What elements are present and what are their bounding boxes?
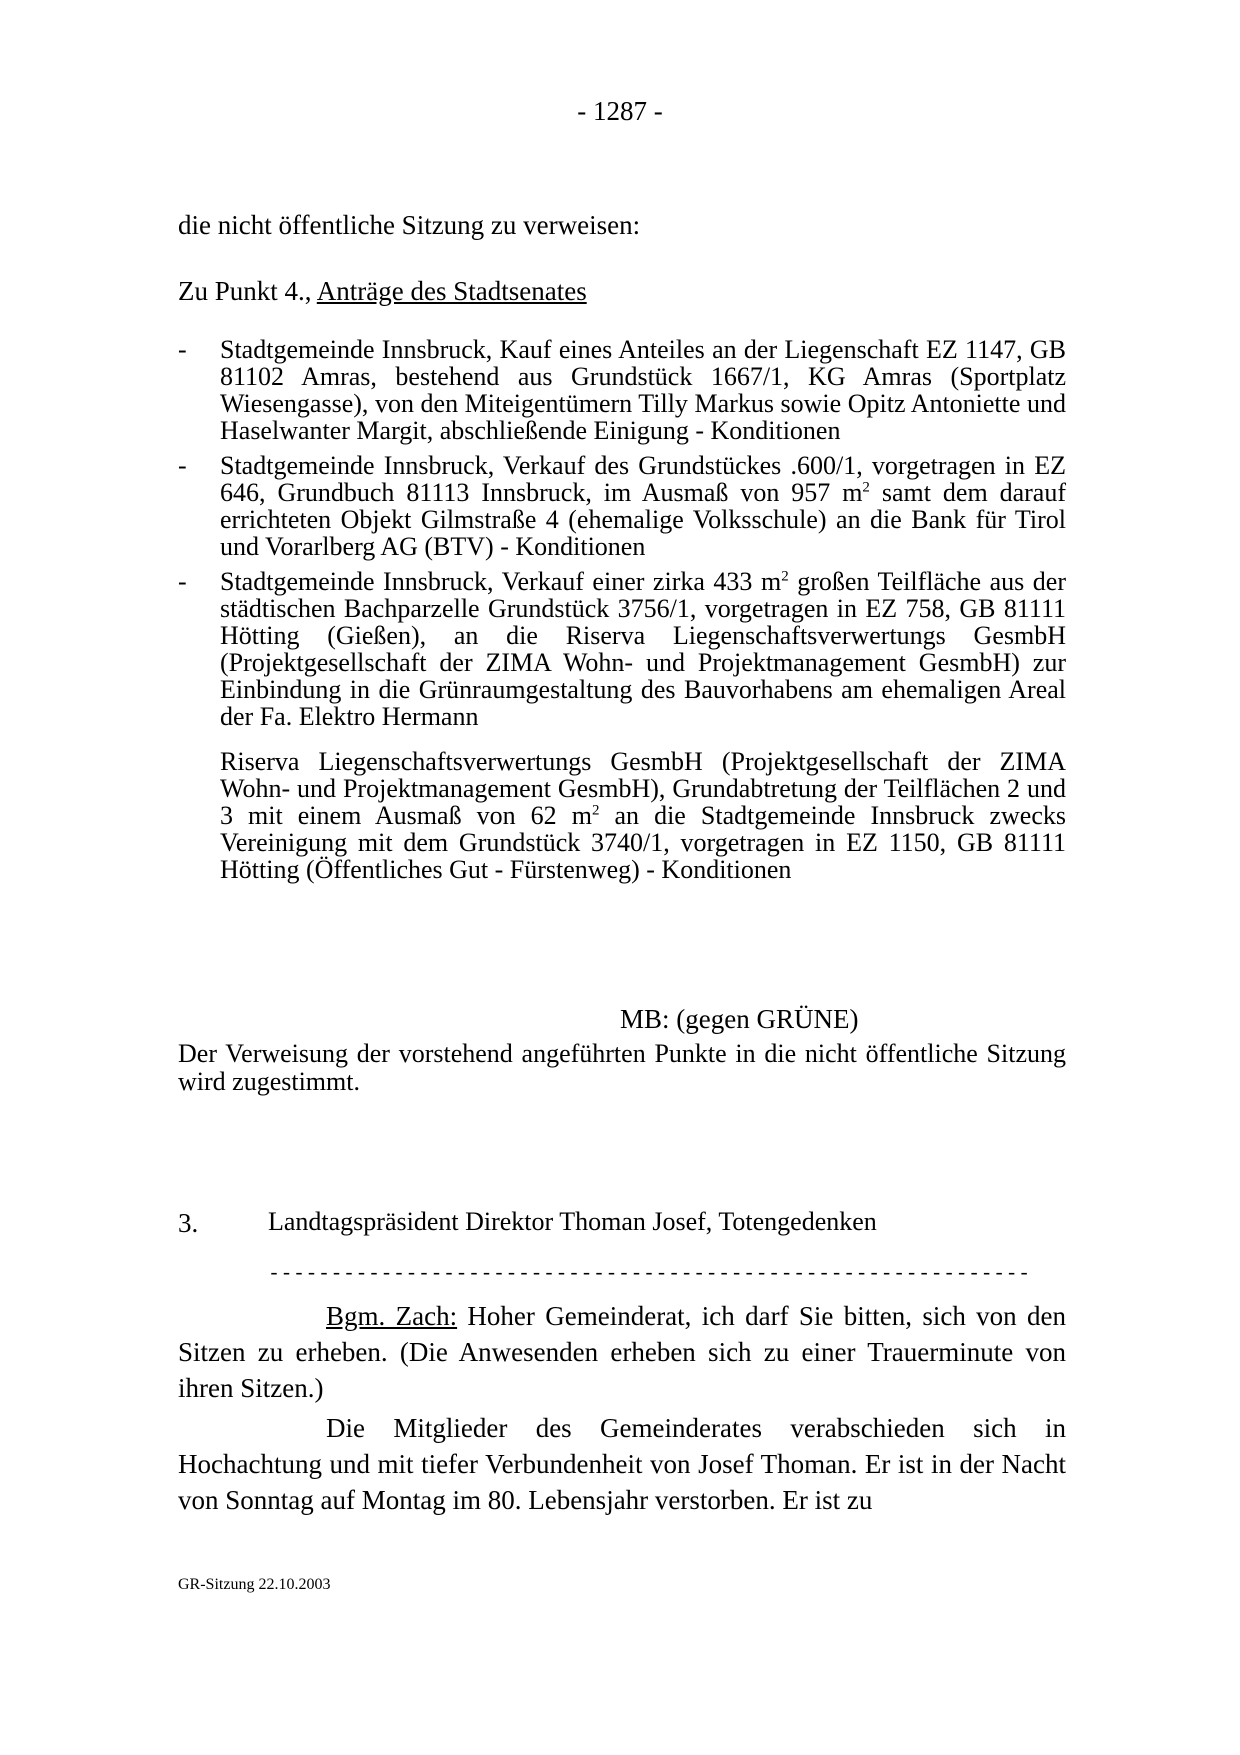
speech-paragraph <box>178 1298 1066 1406</box>
list-item <box>178 336 1066 444</box>
list-dash: - <box>178 335 187 364</box>
sub-paragraph-text-cont: an die Stadtgemeinde Innsbruck zwecks Vereinigung mit dem Grundstück 3740/1, vorgetragen in EZ 1150, GB 81111 Hötting (Öffentliches Gut - Fürstenweg) - Konditionen <box>220 801 1066 884</box>
page-footer: GR-Sitzung 22.10.2003 <box>178 1576 331 1593</box>
list-item-text-cont: großen Teilfläche aus der städtischen Bachparzelle Grundstück 3756/1, vorgetragen in EZ 758, GB 81111 Hötting (Gießen), an die Riserva Liegenschaftsverwertungs GesmbH (Projektgesellschaft der ZIMA Wohn- und Projektmanagement GesmbH) zur Einbindung in die Grünraumgestaltung des Bauvorhabens am ehemaligen Areal der Fa. Elektro Hermann <box>220 567 1066 731</box>
list-item <box>178 452 1066 560</box>
list-item-text: Stadtgemeinde Innsbruck, Verkauf des Grundstückes .600/1, vorgetragen in EZ 646, Grundbuch 81113 Innsbruck, im Ausmaß von 957 m <box>220 451 1066 507</box>
speech-text: Hoher Gemeinderat, ich darf Sie bitten, sich von den Sitzen zu erheben. (Die Anwesenden erheben sich zu einer Trauerminute von ihren Sitzen.) <box>178 1301 1066 1403</box>
list-dash: - <box>178 451 187 480</box>
superscript: 2 <box>591 802 600 819</box>
agenda-item-list <box>178 336 1066 883</box>
list-item-text: Stadtgemeinde Innsbruck, Verkauf einer zirka 433 m <box>220 567 782 596</box>
list-dash: - <box>178 567 187 596</box>
section-prefix: Zu Punkt 4., <box>178 276 317 306</box>
list-item <box>178 568 1066 730</box>
sub-paragraph-text: Riserva Liegenschaftsverwertungs GesmbH (Projektgesellschaft der ZIMA Wohn- und Projektmanagement GesmbH), Grundabtretung der Teilflächen 2 und 3 mit einem Ausmaß von 62 m <box>220 747 1066 830</box>
list-item-text: Stadtgemeinde Innsbruck, Kauf eines Anteiles an der Liegenschaft EZ 1147, GB 81102 Amras, bestehend aus Grundstück 1667/1, KG Amras (Sportplatz Wiesengasse), von den Miteigentümern Tilly Markus sowie Opitz Antoniette und Haselwanter Margit, abschließende Einigung - Konditionen <box>220 335 1066 445</box>
list-item-text-cont: samt dem darauf errichteten Objekt Gilmstraße 4 (ehemalige Volksschule) an die Bank für Tirol und Vorarlberg AG (BTV) - Konditionen <box>220 478 1066 561</box>
body-paragraph: Die Mitglieder des Gemeinderates verabschieden sich in Hochachtung und mit tiefer Verbundenheit von Josef Thoman. Er ist in der Nacht von Sonntag auf Montag im 80. Lebensjahr verstorben. Er ist zu <box>178 1413 1066 1515</box>
intro-text: die nicht öffentliche Sitzung zu verweisen: <box>178 210 641 240</box>
superscript: 2 <box>862 479 870 496</box>
agenda-rule: ------------------------------------------------------------- <box>268 1263 1031 1286</box>
vote-result: MB: (gegen GRÜNE) <box>620 1004 859 1034</box>
list-sub-paragraph <box>178 748 1066 883</box>
agenda-title: Landtagspräsident Direktor Thoman Josef, Totengedenken <box>268 1207 877 1236</box>
section-heading <box>178 276 587 307</box>
page-number: - 1287 - <box>577 96 663 126</box>
decision-text: Der Verweisung der vorstehend angeführten Punkte in die nicht öffentliche Sitzung wird zugestimmt. <box>178 1039 1066 1096</box>
superscript: 2 <box>781 568 789 585</box>
agenda-number: 3. <box>178 1208 199 1238</box>
section-title: Anträge des Stadtsenates <box>316 276 587 306</box>
speaker-name: Bgm. Zach: <box>326 1301 458 1331</box>
